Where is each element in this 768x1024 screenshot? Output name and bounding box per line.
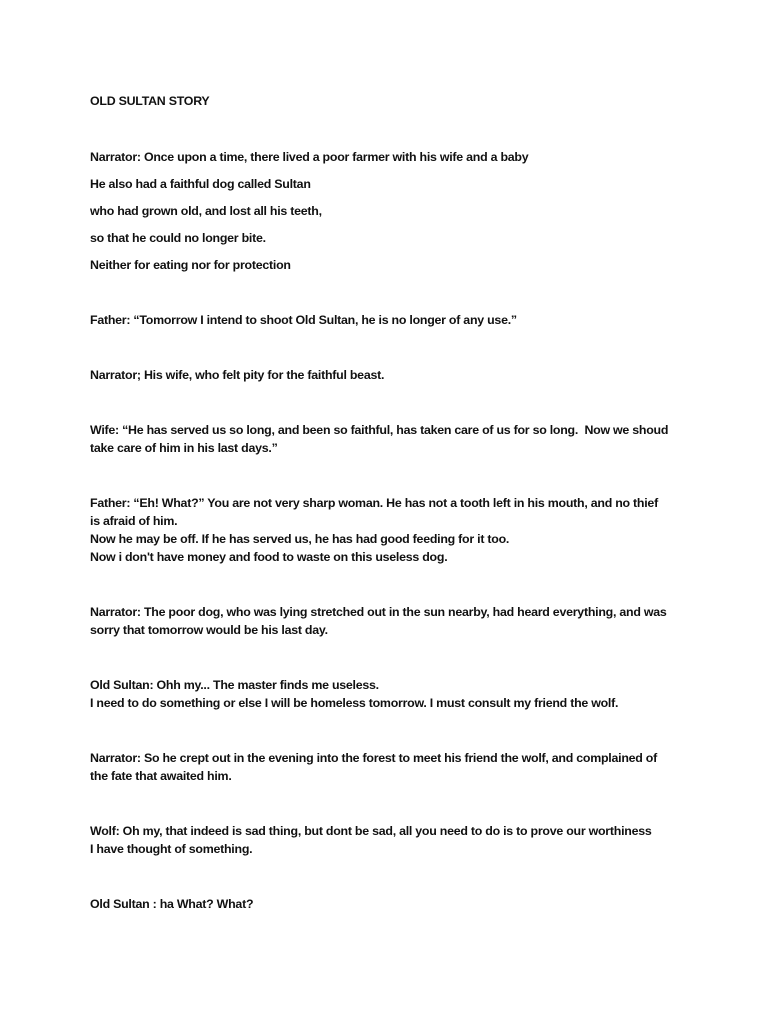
dialogue-line: take care of him in his last days.”	[90, 441, 278, 455]
dialogue-line: sorry that tomorrow would be his last day.	[90, 623, 328, 637]
dialogue-line: I need to do something or else I will be homeless tomorrow. I must consult my friend the wolf.	[90, 696, 619, 710]
dialogue-block-father	[90, 494, 690, 566]
dialogue-block-old-sultan	[90, 895, 690, 913]
dialogue-block-narrator	[90, 603, 690, 639]
dialogue-line: I have thought of something.	[90, 842, 253, 856]
dialogue-line: Narrator: So he crept out in the evening into the forest to meet his friend the wolf, and complained of	[90, 751, 657, 765]
dialogue-line: the fate that awaited him.	[90, 769, 232, 783]
dialogue-line: Father: “Tomorrow I intend to shoot Old Sultan, he is no longer of any use.”	[90, 313, 517, 327]
dialogue-line: Old Sultan: Ohh my... The master finds me useless.	[90, 678, 379, 692]
dialogue-block-old-sultan	[90, 676, 690, 712]
dialogue-line: Wolf: Oh my, that indeed is sad thing, but dont be sad, all you need to do is to prove our worthiness	[90, 824, 652, 838]
dialogue-block-narrator	[90, 366, 690, 384]
dialogue-line: Narrator; His wife, who felt pity for the faithful beast.	[90, 368, 385, 382]
narrator-line: who had grown old, and lost all his teeth,	[90, 204, 322, 218]
dialogue-block-wife	[90, 421, 690, 457]
dialogue-block-narrator	[90, 749, 690, 785]
narrator-line: He also had a faithful dog called Sultan	[90, 177, 311, 191]
dialogue-line: Now i don't have money and food to waste on this useless dog.	[90, 550, 448, 564]
dialogue-line: Now he may be off. If he has served us, he has had good feeding for it too.	[90, 532, 510, 546]
narrator-line: Narrator: Once upon a time, there lived a poor farmer with his wife and a baby	[90, 150, 529, 164]
document-body	[90, 92, 690, 913]
document-title: OLD SULTAN STORY	[90, 94, 210, 108]
dialogue-line: Narrator: The poor dog, who was lying stretched out in the sun nearby, had heard everything, and was	[90, 605, 667, 619]
narrator-line: so that he could no longer bite.	[90, 231, 266, 245]
dialogue-line: is afraid of him.	[90, 514, 178, 528]
dialogue-line: Father: “Eh! What?” You are not very sharp woman. He has not a tooth left in his mouth, and no thief	[90, 496, 658, 510]
dialogue-block-father	[90, 311, 690, 329]
narrator-line: Neither for eating nor for protection	[90, 258, 291, 272]
dialogue-line: Wife: “He has served us so long, and been so faithful, has taken care of us for so long. Now we shoud	[90, 423, 669, 437]
dialogue-line: Old Sultan : ha What? What?	[90, 897, 254, 911]
dialogue-block-wolf	[90, 822, 690, 858]
